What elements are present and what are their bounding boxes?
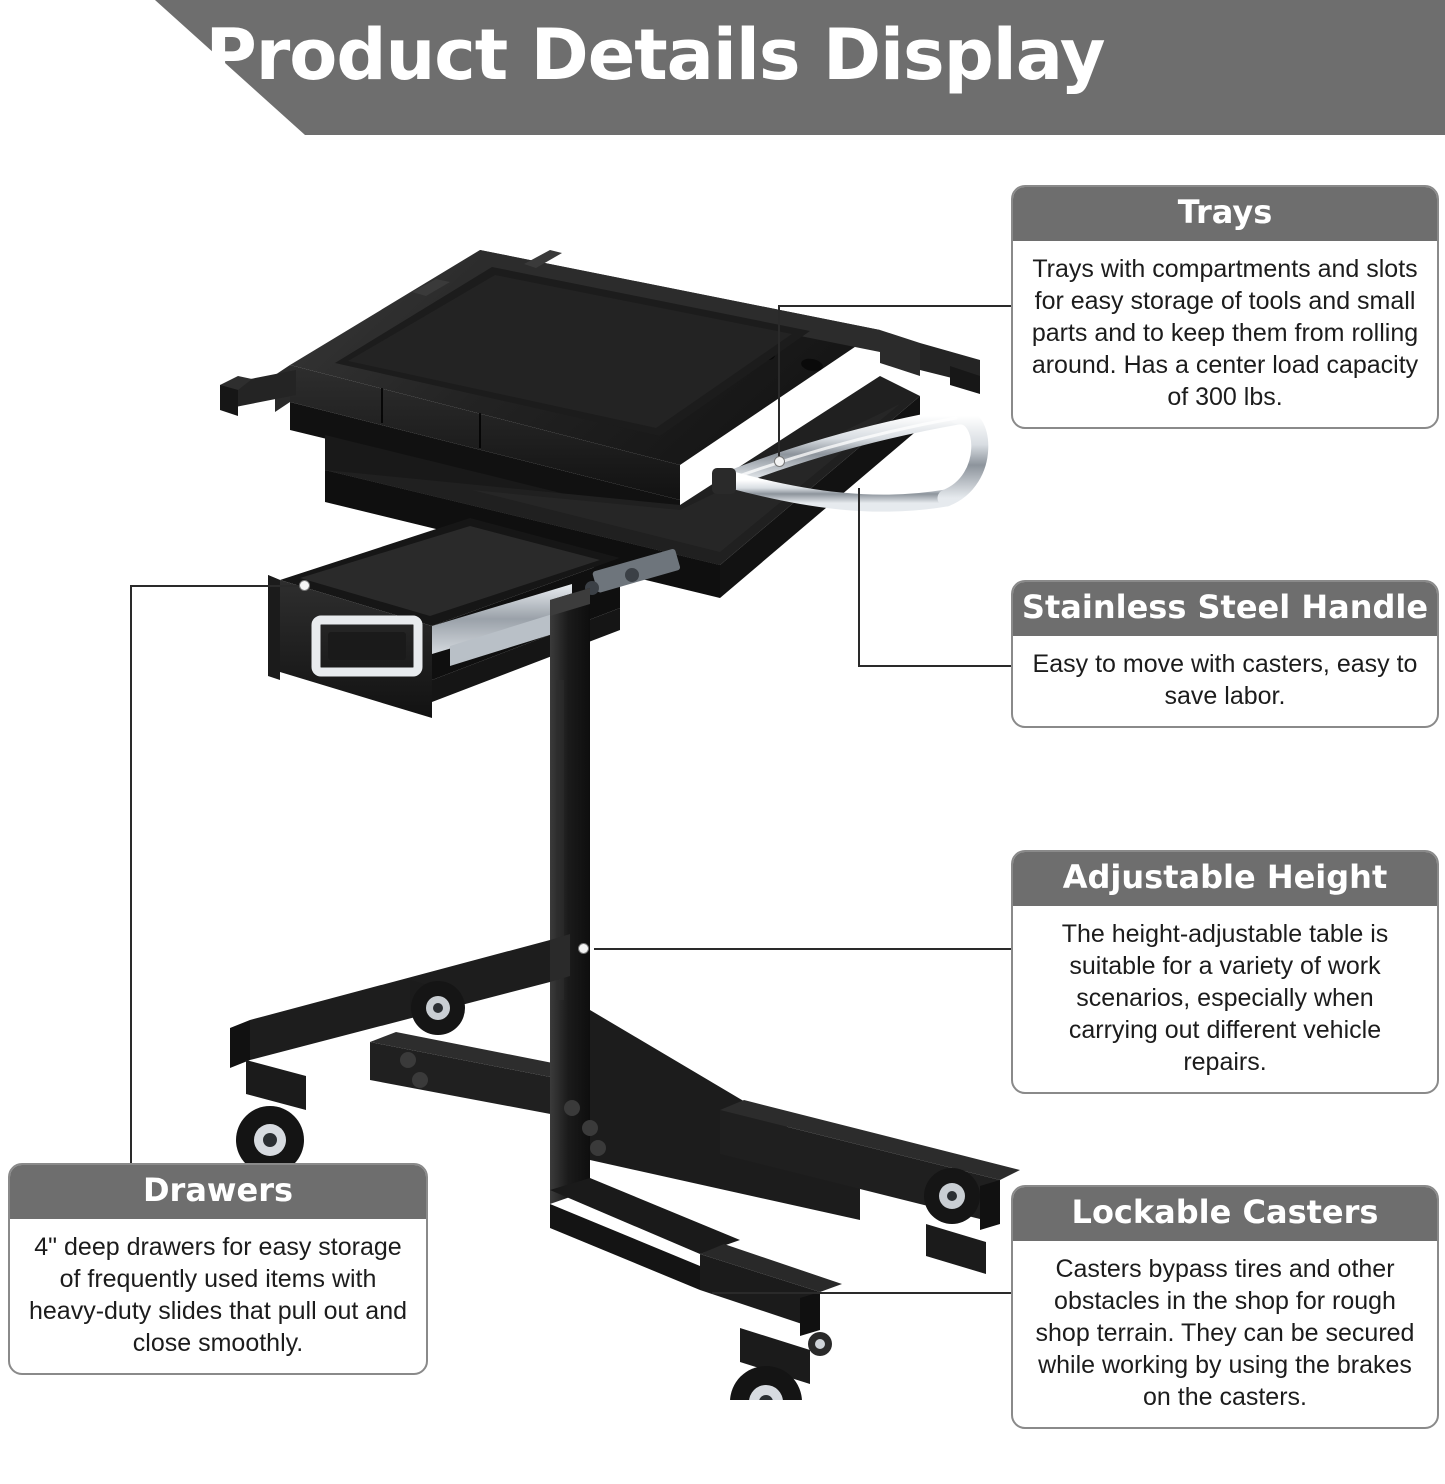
leader-dot-drawers bbox=[299, 580, 310, 591]
callout-title-drawers: Drawers bbox=[10, 1165, 426, 1219]
leader-line-trays bbox=[778, 305, 1011, 307]
callout-body-trays: Trays with compartments and slots for easy storage of tools and small parts and to keep them from rolling around. Has a center load capacity of 300 lbs. bbox=[1031, 254, 1419, 411]
callout-card-trays bbox=[1011, 185, 1439, 429]
leader-line-drawers-down bbox=[130, 585, 132, 1163]
callout-body-drawers: 4" deep drawers for easy storage of frequently used items with heavy-duty slides that pull out and close smoothly. bbox=[28, 1232, 407, 1357]
callout-title-trays: Trays bbox=[1013, 187, 1437, 241]
callout-body-casters: Casters bypass tires and other obstacles in the shop for rough shop terrain. They can be secured while working by using the brakes on the casters. bbox=[1035, 1254, 1415, 1411]
callout-card-height bbox=[1011, 850, 1439, 1094]
leader-dot-height bbox=[578, 943, 589, 954]
callout-title-height: Adjustable Height bbox=[1013, 852, 1437, 906]
leader-line-handle bbox=[858, 665, 1011, 667]
callout-title-handle: Stainless Steel Handle bbox=[1013, 582, 1437, 636]
callout-card-handle bbox=[1011, 580, 1439, 728]
leader-line-height bbox=[594, 948, 1011, 950]
callout-card-casters bbox=[1011, 1185, 1439, 1429]
callout-body-handle: Easy to move with casters, easy to save labor. bbox=[1032, 649, 1418, 710]
leader-line-handle-up bbox=[858, 488, 860, 665]
callout-body-height: The height-adjustable table is suitable for a variety of work scenarios, especially when carrying out different vehicle repairs. bbox=[1061, 919, 1389, 1076]
callout-title-casters: Lockable Casters bbox=[1013, 1187, 1437, 1241]
page-title: Product Details Display bbox=[205, 14, 1105, 96]
leader-line-casters bbox=[712, 1292, 1011, 1294]
leader-line-trays-drop bbox=[778, 305, 780, 460]
leader-line-drawers bbox=[130, 585, 308, 587]
callout-card-drawers bbox=[8, 1163, 428, 1375]
leader-dot-trays bbox=[774, 456, 785, 467]
